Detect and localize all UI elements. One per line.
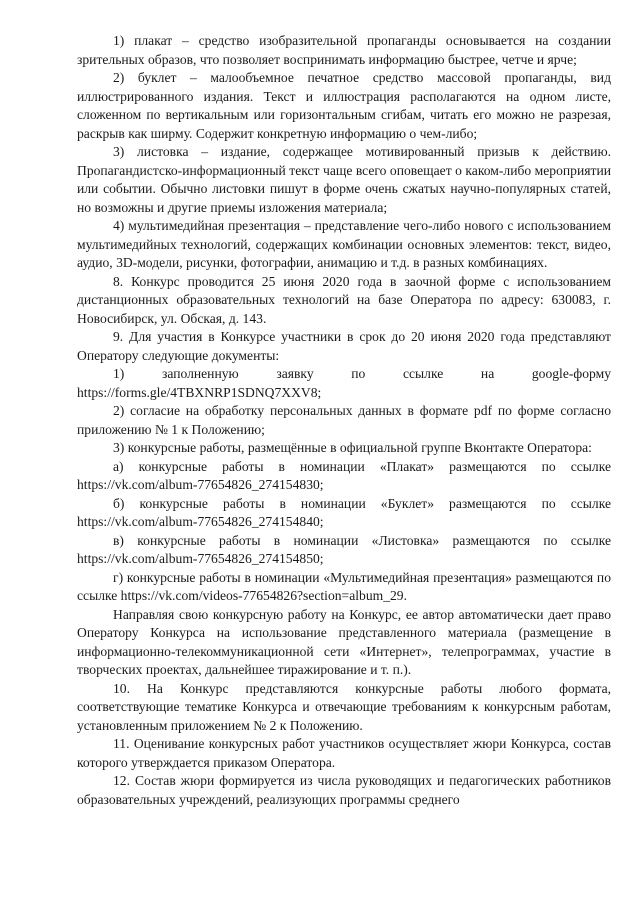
- document-body: [77, 32, 611, 809]
- paragraph-item-8: 8. Конкурс проводится 25 июня 2020 года в заочной форме с использованием дистанционных образовательных технологий на базе Оператора по адресу: 630083, г. Новосибирск, ул. Обская, д. 143.: [77, 273, 611, 326]
- paragraph-leaflet: 3) листовка – издание, содержащее мотивированный призыв к действию. Пропагандистско-информационный текст чаще всего оповещает о каком-либо мероприятии или событии. Обычно листовки пишут в форме очень сжатых научно-популярных статей, но возможны и другие приемы изложения материала;: [77, 144, 611, 215]
- paragraph-booklet-link[interactable]: б) конкурсные работы в номинации «Буклет» размещаются по ссылке https://vk.com/album-77654826_274154840;: [77, 495, 611, 529]
- paragraph-item-9: 9. Для участия в Конкурсе участники в срок до 20 июня 2020 года представляют Оператору следующие документы:: [77, 329, 611, 363]
- paragraph-poster-link[interactable]: а) конкурсные работы в номинации «Плакат» размещаются по ссылке https://vk.com/album-77654826_274154830;: [77, 458, 611, 492]
- paragraph-item-11: 11. Оценивание конкурсных работ участников осуществляет жюри Конкурса, состав которого утверждается приказом Оператора.: [77, 736, 611, 770]
- paragraph-works: 3) конкурсные работы, размещённые в официальной группе Вконтакте Оператора:: [113, 440, 592, 455]
- paragraph-application-link[interactable]: 1) заполненную заявку по ссылке на google-форму https://forms.gle/4TBXNRP1SDNQ7XXV8;: [77, 366, 611, 400]
- paragraph-consent: 2) согласие на обработку персональных данных в формате pdf по форме согласно приложению № 1 к Положению;: [77, 403, 611, 437]
- paragraph-presentation-link[interactable]: г) конкурсные работы в номинации «Мультимедийная презентация» размещаются по ссылке https://vk.com/videos-77654826?section=album_29.: [77, 569, 611, 603]
- paragraph-item-10: 10. На Конкурс представляются конкурсные работы любого формата, соответствующие тематике Конкурса и отвечающие требованиям к конкурсным работам, установленным приложением № 2 к Положению.: [77, 680, 611, 733]
- paragraph-rights: Направляя свою конкурсную работу на Конкурс, ее автор автоматически дает право Оператору Конкурса на использование представленного материала (размещение в информационно-телекоммуникационной сети «Интернет», телепрограммах, участие в творческих проектах, дальнейшее тиражирование и т. п.).: [77, 606, 611, 677]
- paragraph-presentation: 4) мультимедийная презентация – представление чего-либо нового с использованием мультимедийных технологий, содержащих комбинации основных элементов: текст, видео, аудио, 3D-модели, рисунки, фотографии, анимацию и т.д. в разных комбинациях.: [77, 218, 611, 270]
- paragraph-booklet: 2) буклет – малообъемное печатное средство массовой пропаганды, вид иллюстрированного издания. Текст и иллюстрация располагаются на одном листе, сложенном по вертикальным или горизонтальным сгибам, читать его можно не разрезая, раскрыв как ширму. Содержит конкретную информацию о чем-либо;: [77, 70, 611, 141]
- paragraph-poster: 1) плакат – средство изобразительной пропаганды основывается на создании зрительных образов, что позволяет воспринимать информацию быстрее, четче и ярче;: [77, 33, 611, 67]
- paragraph-leaflet-link[interactable]: в) конкурсные работы в номинации «Листовка» размещаются по ссылке https://vk.com/album-77654826_274154850;: [77, 532, 611, 566]
- paragraph-item-12: 12. Состав жюри формируется из числа руководящих и педагогических работников образовательных учреждений, реализующих программы среднего: [77, 773, 611, 807]
